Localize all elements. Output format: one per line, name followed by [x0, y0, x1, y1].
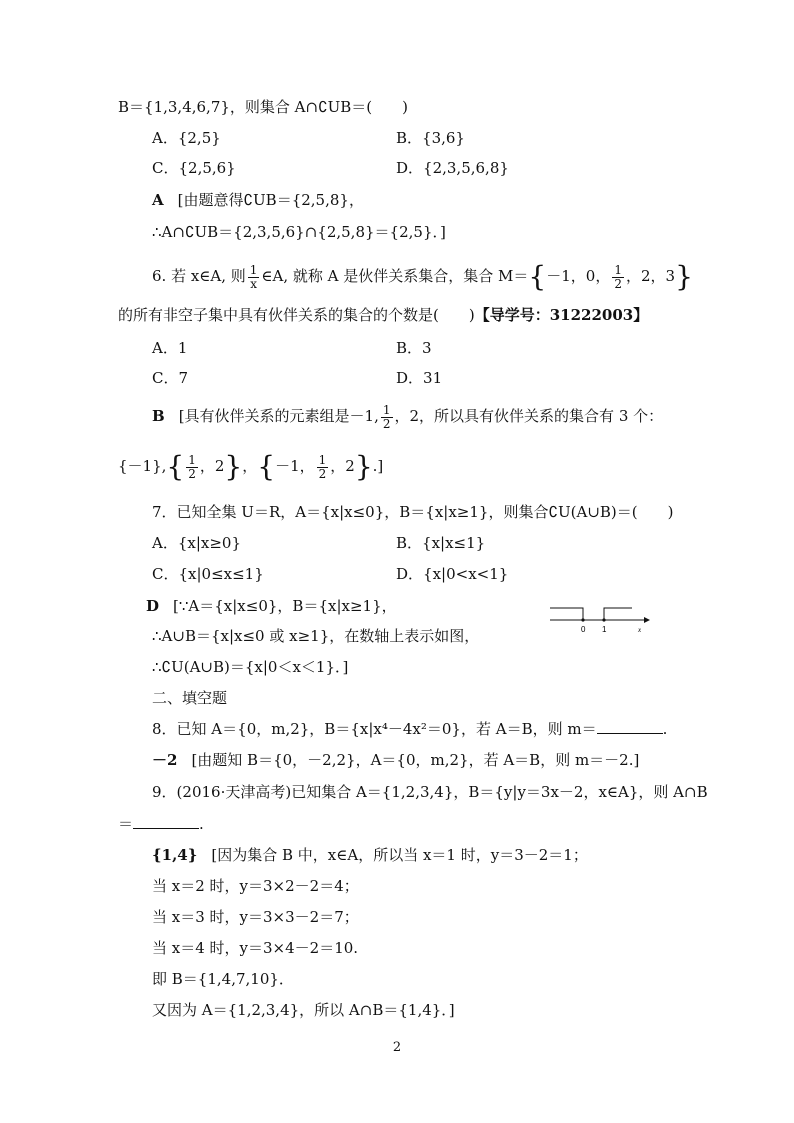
set-2-tail: ，2	[199, 457, 225, 475]
q9-answer	[152, 845, 588, 865]
set-3-head: －1，	[275, 457, 315, 475]
q8-stem	[152, 719, 667, 739]
page-number: 2	[392, 1040, 402, 1055]
q6-option-c: C．7	[152, 369, 189, 387]
set-separator: ，	[242, 457, 258, 475]
q9-answer-value: {1,4}	[152, 846, 198, 864]
q6-answer-text2: ，2，所以具有伙伴关系的集合有 3 个：	[394, 407, 664, 425]
q8-period: .	[662, 720, 668, 738]
q8-answer	[152, 750, 639, 770]
fraction-one-half: $\frac{1}{2}$	[614, 262, 622, 291]
q7-option-d: D．{x|0<x<1}	[396, 565, 509, 583]
q5-stem-tail: B＝{1,3,4,6,7}，则集合 A∩∁UB＝( )	[118, 98, 408, 116]
q5-option-d: D．{2,3,5,6,8}	[396, 159, 509, 177]
q9-stem-line2	[118, 814, 204, 834]
q6-guide-code: 【导学号：31222003】	[474, 306, 649, 324]
q7-stem: 7．已知全集 U＝R，A＝{x|x≤0}，B＝{x|x≥1}，则集合∁U(A∪B)＝( )	[152, 503, 674, 521]
q9-answer-line5: 即 B＝{1,4,7,10}．	[152, 970, 294, 988]
q5-answer-text: [由题意得∁UB＝{2,5,8}，	[177, 191, 364, 209]
q6-stem-part2: ∈A, 就称 A 是伙伴关系集合，集合 M＝	[261, 267, 529, 285]
q8-answer-blank	[597, 719, 663, 734]
q8-answer-text: [由题知 B＝{0，－2,2}，A＝{0，m,2}，若 A＝B，则 m＝－2.]	[191, 751, 640, 769]
q7-answer	[146, 596, 397, 616]
q6-set-part2: ，2，3	[625, 267, 676, 285]
tick-label-0: 0	[581, 625, 586, 634]
q9-stem: 9．(2016·天津高考)已知集合 A＝{1,2,3,4}，B＝{y|y＝3x－2，x∈A}，则 A∩B	[152, 783, 708, 801]
q7-option-a: A．{x|x≥0}	[152, 534, 242, 552]
q8-answer-value: －2	[152, 751, 178, 769]
fraction-one-half: $\frac{1}{2}$	[188, 452, 196, 481]
q8-stem-text: 8．已知 A＝{0，m,2}，B＝{x|x⁴－4x²＝0}，若 A＝B，则 m＝	[152, 720, 597, 738]
q5-option-a: A．{2,5}	[152, 129, 221, 147]
q6-stem-part1: 6. 若 x∈A, 则	[152, 267, 246, 285]
q7-answer-letter: D	[146, 597, 160, 615]
q9-answer-line4: 当 x＝4 时，y＝3×4－2＝10.	[152, 939, 359, 957]
section-heading-fill-in: 二、填空题	[152, 689, 228, 707]
q6-stem: 6. 若 x∈A, 则 $\frac{1}{x}$ ∈A, 就称 A 是伙伴关系集合，集合 M＝{－1，0， $\frac{1}{2}$ ，2，3}	[152, 260, 693, 293]
q7-option-b: B．{x|x≤1}	[396, 534, 486, 552]
q7-option-c: C．{x|0≤x≤1}	[152, 565, 264, 583]
axis-label-x: x	[638, 626, 642, 634]
number-line-diagram	[548, 600, 658, 640]
q6-stem-line2	[118, 305, 648, 325]
q6-answer-text1: [具有伙伴关系的元素组是－1,	[178, 407, 379, 425]
answer-close: .]	[372, 457, 384, 475]
q7-answer-line2: ∴A∪B＝{x|x≤0 或 x≥1}，在数轴上表示如图，	[152, 627, 480, 645]
q5-answer-letter: A	[152, 191, 164, 209]
fraction-one-half: $\frac{1}{2}$	[382, 402, 391, 431]
q6-option-d: D．31	[396, 369, 443, 387]
q5-answer	[152, 190, 364, 210]
set-3-tail: ，2	[330, 457, 355, 475]
q5-option-c: C．{2,5,6}	[152, 159, 236, 177]
q9-equals: ＝	[118, 815, 134, 833]
q6-set-part1: －1，0，	[546, 267, 611, 285]
tick-label-1: 1	[602, 625, 607, 634]
q7-answer-line3: ∴∁U(A∪B)＝{x|0＜x＜1}．]	[152, 658, 349, 676]
q6-stem-part3: 的所有非空子集中具有伙伴关系的集合的个数是( )	[118, 306, 475, 324]
fraction-1-over-x: $\frac{1}{x}$	[249, 262, 258, 291]
q6-answer-letter: B	[152, 407, 165, 425]
q6-answer	[152, 402, 663, 431]
q9-answer-line3: 当 x＝3 时，y＝3×3－2＝7；	[152, 908, 359, 926]
q9-answer-line2: 当 x＝2 时，y＝3×2－2＝4；	[152, 877, 359, 895]
q6-answer-sets: {－1},{ $\frac{1}{2}$ ，2}，{－1， $\frac{1}{2}$ ，2}.]	[118, 450, 384, 483]
q9-answer-line6: 又因为 A＝{1,2,3,4}，所以 A∩B＝{1,4}．]	[152, 1001, 455, 1019]
q5-option-b: B．{3,6}	[396, 129, 465, 147]
set-1: {－1},	[118, 457, 167, 475]
q6-option-b: B．3	[396, 339, 432, 357]
fraction-one-half: $\frac{1}{2}$	[318, 452, 327, 481]
q9-answer-text1: [因为集合 B 中，x∈A，所以当 x＝1 时，y＝3－2＝1；	[211, 846, 588, 864]
q9-period: .	[199, 815, 204, 833]
q7-answer-text1: [∵A＝{x|x≤0}，B＝{x|x≥1}，	[173, 597, 397, 615]
q9-answer-blank	[133, 814, 199, 829]
q5-answer-line2: ∴A∩∁UB＝{2,3,5,6}∩{2,5,8}＝{2,5}．]	[152, 223, 446, 241]
q6-option-a: A．1	[152, 339, 188, 357]
